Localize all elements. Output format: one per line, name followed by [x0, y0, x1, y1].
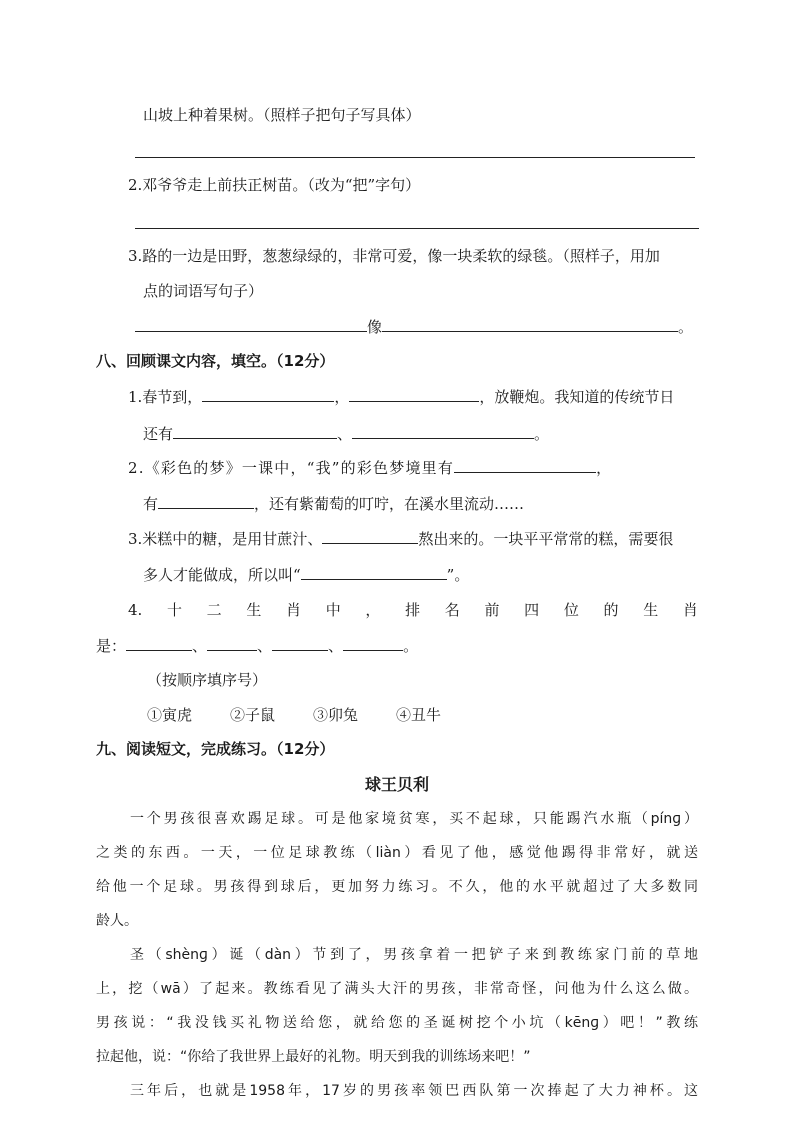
- s8-q1-blank-3[interactable]: [173, 422, 337, 439]
- option-item: ④丑牛: [396, 706, 442, 724]
- s8-q3-text-a: 3.米糕中的糖，是用甘蔗汁、: [128, 530, 323, 548]
- s8-q4-hint: （按顺序填序号）: [147, 671, 268, 689]
- s8-q2-text-d: ，还有紫葡萄的叮咛，在溪水里流动……: [254, 495, 525, 513]
- passage-line: 龄人。: [96, 913, 138, 929]
- answer-line-q2[interactable]: [135, 228, 699, 229]
- s8-q1-text-a: 1.春节到，: [128, 388, 203, 406]
- s8-q4-char: 前: [484, 601, 500, 619]
- s8-q4-blank-4[interactable]: [343, 634, 403, 651]
- passage-title: 球王贝利: [364, 775, 429, 794]
- s8-q1-text-b: ，: [334, 388, 350, 406]
- q3-answer-row: [135, 315, 693, 338]
- s8-q4-sep: 、: [257, 637, 273, 655]
- section-9-heading: 九、阅读短文，完成练习。（12分）: [96, 740, 335, 758]
- s8-q1-text-d: 还有: [143, 425, 174, 443]
- s8-q2-blank-2[interactable]: [158, 492, 254, 509]
- s8-q3-text-b: 熬出来的。一块平平常常的糕，需要很: [418, 530, 674, 548]
- s8-q4-char: 名: [444, 601, 460, 619]
- s8-q4-char: 生: [643, 601, 659, 619]
- s8-q4-options: [147, 704, 441, 726]
- q3-end-text: 。: [678, 318, 694, 336]
- s8-q3-blank-2[interactable]: [301, 563, 447, 580]
- s8-q4-sep: 、: [328, 637, 344, 655]
- s8-q4-char: 肖: [682, 601, 698, 619]
- s8-q1-blank-4[interactable]: [352, 422, 534, 439]
- s8-q1-line1: [128, 385, 674, 408]
- s8-q4-sep: 、: [192, 637, 208, 655]
- s8-q4-char: 的: [603, 601, 619, 619]
- s8-q3-line2: [143, 563, 469, 586]
- s8-q1-blank-1[interactable]: [202, 385, 334, 402]
- s8-q4-text-end: 。: [403, 637, 419, 655]
- passage-line: 圣（shènɡ）诞（dàn）节到了，男孩拿着一把铲子来到教练家门前的草地: [130, 947, 698, 963]
- s8-q4-blank-1[interactable]: [126, 634, 192, 651]
- s8-q2-blank-1[interactable]: [454, 456, 596, 473]
- s8-q3-text-d: ”。: [446, 566, 470, 584]
- passage-line: 上，挖（wā）了起来。教练看见了满头大汗的男孩，非常奇怪，问他为什么这么做。: [96, 981, 698, 997]
- s8-q4-blank-3[interactable]: [272, 634, 328, 651]
- s8-q4-char: 4.: [128, 601, 143, 619]
- s8-q2-line1: [128, 456, 612, 479]
- s8-q2-line2: [143, 492, 524, 515]
- option-item: ①寅虎: [147, 706, 193, 724]
- option-item: ②子鼠: [230, 706, 276, 724]
- s8-q4-line1: [128, 599, 698, 621]
- s8-q1-text-f: 。: [534, 425, 550, 443]
- s8-q2-text-b: ，: [596, 459, 613, 477]
- s8-q3-blank-1[interactable]: [322, 527, 418, 544]
- q3-mid-text: 像: [367, 318, 383, 336]
- s8-q4-char: 中: [325, 601, 341, 619]
- s8-q1-text-c: ，放鞭炮。我知道的传统节日: [479, 388, 675, 406]
- passage-line: 给他一个足球。男孩得到球后，更加努力练习。不久，他的水平就超过了大多数同: [96, 879, 698, 895]
- s8-q2-text-a: 2.《彩色的梦》一课中，“我”的彩色梦境里有: [128, 459, 455, 477]
- passage-line: 之类的东西。一天，一位足球教练（liàn）看见了他，感觉他踢得非常好，就送: [96, 845, 698, 861]
- s8-q1-text-e: 、: [337, 425, 353, 443]
- s8-q4-char: 排: [405, 601, 421, 619]
- s8-q4-char: 十: [166, 601, 182, 619]
- q3-instruction-line1: 3.路的一边是田野，葱葱绿绿的，非常可爱，像一块柔软的绿毯。（照样子，用加: [128, 247, 660, 265]
- s8-q4-char: 位: [563, 601, 579, 619]
- s8-q2-text-c: 有: [143, 495, 159, 513]
- q2-instruction: 2.邓爷爷走上前扶正树苗。（改为“把”字句）: [128, 176, 421, 194]
- s8-q4-char: ，: [365, 601, 381, 619]
- s8-q4-line2: [96, 634, 418, 657]
- s8-q4-char: 二: [206, 601, 222, 619]
- s8-q4-text-b: 是：: [96, 637, 127, 655]
- passage-line: 一个男孩很喜欢踢足球。可是他家境贫寒，买不起球，只能踢汽水瓶（pínɡ）: [130, 811, 698, 827]
- s8-q3-line1: [128, 527, 673, 550]
- s8-q4-char: 四: [524, 601, 540, 619]
- section-8-heading: 八、回顾课文内容，填空。（12分）: [96, 352, 335, 370]
- s8-q4-char: 肖: [286, 601, 302, 619]
- s8-q1-line2: [143, 422, 549, 445]
- option-item: ③卯兔: [313, 706, 359, 724]
- passage-line: 拉起他，说：“你给了我世界上最好的礼物。明天到我的训练场来吧！”: [96, 1049, 531, 1065]
- passage-line: 三年后，也就是1958年，17岁的男孩率领巴西队第一次捧起了大力神杯。这: [130, 1083, 698, 1099]
- passage-line: 男孩说：“我没钱买礼物送给您，就给您的圣诞树挖个小坑（kēnɡ）吧！”教练: [96, 1015, 698, 1031]
- s8-q1-blank-2[interactable]: [349, 385, 479, 402]
- answer-line-q1[interactable]: [135, 157, 695, 158]
- s8-q4-char: 生: [246, 601, 262, 619]
- q3-blank-1[interactable]: [135, 315, 367, 332]
- q1-instruction: 山坡上种着果树。（照样子把句子写具体）: [143, 106, 421, 124]
- q3-blank-2[interactable]: [382, 315, 678, 332]
- s8-q3-text-c: 多人才能做成，所以叫“: [143, 566, 301, 584]
- s8-q4-blank-2[interactable]: [207, 634, 257, 651]
- q3-instruction-line2: 点的词语写句子）: [143, 282, 264, 300]
